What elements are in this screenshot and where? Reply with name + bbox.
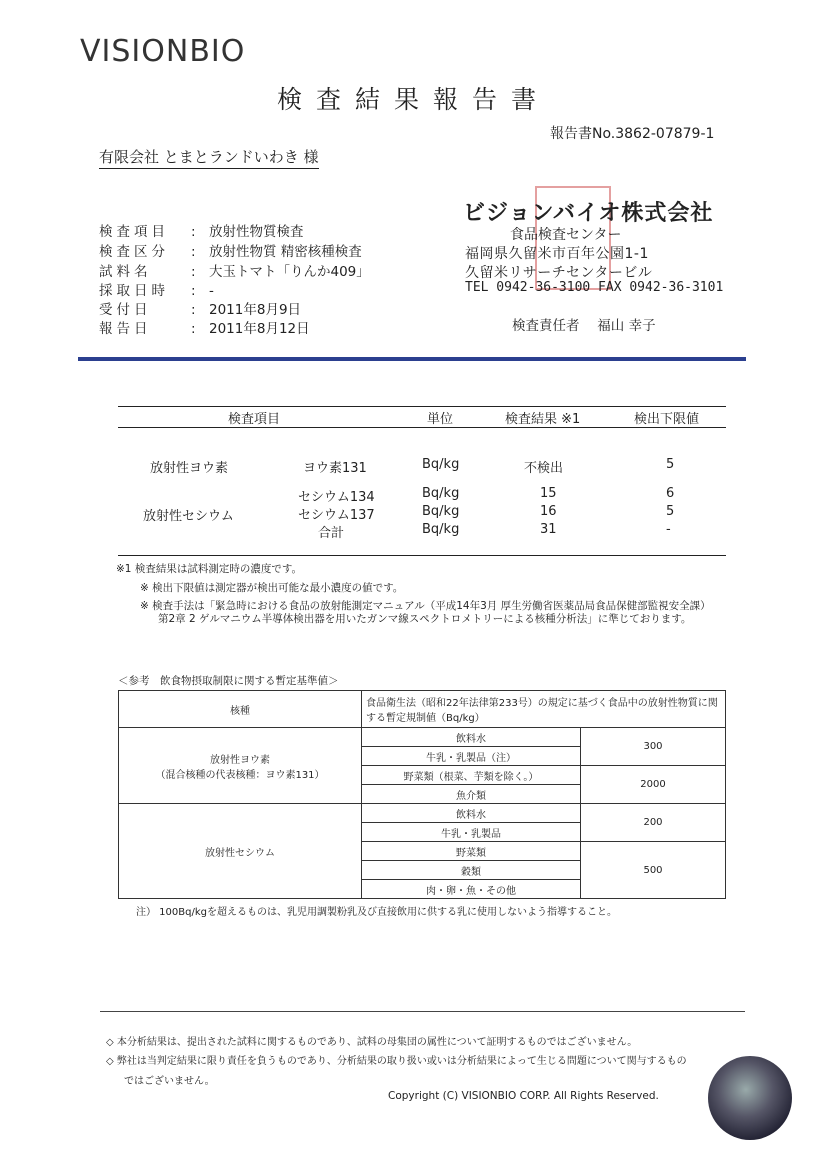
cesium-nuclide: セシウム134 <box>298 490 375 505</box>
ref-value: 500 <box>581 842 726 899</box>
ref-food: 飲料水 <box>362 804 581 823</box>
divider <box>100 1011 745 1012</box>
iodine-group: 放射性ヨウ素 <box>150 461 229 476</box>
info-key: 受付日 <box>99 302 152 318</box>
disclaimer: ◇ 弊社は当判定結果に限り責任を負うものであり、分析結果の取り扱い或いは分析結果によって生じる問題について関与するもの <box>106 1056 687 1067</box>
ref-food: 牛乳・乳製品 <box>362 823 581 842</box>
iodine-unit: Bq/kg <box>422 457 460 472</box>
info-key: 試料名 <box>99 264 152 280</box>
ref-food: 肉・卵・魚・その他 <box>362 880 581 899</box>
info-row: 報告日 : 2011年8月12日 <box>99 317 310 337</box>
ref-iodine-note: （混合核種の代表核種：ヨウ素131） <box>155 769 325 781</box>
responsible-person: 検査責任者 福山 幸子 <box>512 318 656 334</box>
report-number: 報告書No.3862-07879-1 <box>550 126 715 142</box>
company-logo <box>80 34 245 70</box>
header-result: 検査結果 ※1 <box>505 412 581 427</box>
cesium-result: 15 <box>540 486 557 501</box>
ref-food: 穀類 <box>362 861 581 880</box>
cesium-unit: Bq/kg <box>422 522 460 537</box>
customer-name: 有限会社 とまとランドいわき 様 <box>99 146 319 169</box>
ref-food: 牛乳・乳製品（注） <box>362 747 581 766</box>
ref-col-description: 食品衛生法（昭和22年法律第233号）の規定に基づく食品中の放射性物質に関する暫定規制値（Bq/kg） <box>362 691 726 728</box>
note: ※ 検査手法は「緊急時における食品の放射能測定マニュアル（平成14年3月 厚生労働省医薬品局食品保健部監視安全課） <box>140 600 711 612</box>
info-row: 受付日 : 2011年8月9日 <box>99 298 301 318</box>
issuer-address: 福岡県久留米市百年公園1-1 <box>465 246 649 262</box>
cesium-limit: - <box>666 522 671 537</box>
info-row: 採取日時 : - <box>99 279 214 299</box>
cesium-total: 合計 <box>318 526 345 541</box>
ref-food: 野菜類（根菜、芋類を除く。） <box>362 766 581 785</box>
note: 第2章 2 ゲルマニウム半導体検出器を用いたガンマ線スペクトロメトリーによる核種分析法」に準じております。 <box>158 613 692 625</box>
hologram-seal <box>708 1056 792 1140</box>
ref-value: 200 <box>581 804 726 842</box>
info-row: 検査項目 : 放射性物質検査 <box>99 220 304 240</box>
ref-col-nuclide: 核種 <box>119 691 362 728</box>
cesium-limit: 5 <box>666 504 675 519</box>
cesium-unit: Bq/kg <box>422 486 460 501</box>
disclaimer: ◇ 本分析結果は、提出された試料に関するものであり、試料の母集団の属性について証明するものではございません。 <box>106 1037 638 1048</box>
info-key: 報告日 <box>99 321 152 337</box>
info-row: 試料名 : 大玉トマト「りんか409」 <box>99 260 370 280</box>
info-value: 大玉トマト「りんか409」 <box>209 264 370 280</box>
header-limit: 検出下限値 <box>634 412 700 427</box>
reference-footnote: 注） 100Bq/kgを超えるものは、乳児用調製粉乳及び直接飲用に供する乳に使用しないよう指導すること。 <box>136 907 617 918</box>
copyright: Copyright (C) VISIONBIO CORP. All Rights Reserved. <box>388 1090 659 1102</box>
header-item: 検査項目 <box>228 412 281 427</box>
info-key: 採取日時 <box>99 283 169 299</box>
ref-food: 魚介類 <box>362 785 581 804</box>
ref-value: 300 <box>581 728 726 766</box>
cesium-result: 16 <box>540 504 557 519</box>
disclaimer: ではございません。 <box>124 1076 215 1087</box>
logo-text: VISIONBIO <box>80 34 246 69</box>
info-value: - <box>209 283 214 299</box>
issuer-center: 食品検査センター <box>510 227 622 243</box>
cesium-result: 31 <box>540 522 557 537</box>
ref-iodine-name: 放射性ヨウ素 <box>210 754 270 766</box>
divider <box>78 357 746 361</box>
ref-cesium-label: 放射性セシウム <box>119 804 362 899</box>
cesium-group: 放射性セシウム <box>143 509 234 524</box>
divider <box>118 555 726 556</box>
document-title: 検査結果報告書 <box>276 85 550 114</box>
iodine-result: 不検出 <box>524 461 564 476</box>
reference-table <box>118 690 726 899</box>
issuer-building: 久留米リサーチセンタービル <box>465 265 653 281</box>
info-value: 2011年8月12日 <box>209 321 310 337</box>
cesium-unit: Bq/kg <box>422 504 460 519</box>
iodine-nuclide: ヨウ素131 <box>303 461 367 476</box>
ref-value: 2000 <box>581 766 726 804</box>
cesium-nuclide: セシウム137 <box>298 508 375 523</box>
info-key: 検査区分 <box>99 244 169 260</box>
ref-iodine-label <box>119 728 362 804</box>
reference-heading: ＜参考 飲食物摂取制限に関する暫定基準値＞ <box>118 675 339 687</box>
info-value: 放射性物質 精密核種検査 <box>209 244 362 260</box>
note: ※1 検査結果は試料測定時の濃度です。 <box>116 563 302 575</box>
header-unit: 単位 <box>427 412 454 427</box>
issuer-phone: TEL 0942-36-3100 FAX 0942-36-3101 <box>465 280 724 295</box>
ref-food: 飲料水 <box>362 728 581 747</box>
cesium-limit: 6 <box>666 486 675 501</box>
divider <box>118 427 726 428</box>
info-row: 検査区分 : 放射性物質 精密核種検査 <box>99 240 362 260</box>
iodine-limit: 5 <box>666 457 675 472</box>
note: ※ 検出下限値は測定器が検出可能な最小濃度の値です。 <box>140 582 404 594</box>
info-value: 2011年8月9日 <box>209 302 302 318</box>
divider <box>118 406 726 407</box>
info-value: 放射性物質検査 <box>209 224 304 240</box>
info-key: 検査項目 <box>99 224 169 240</box>
issuer-company: ビジョンバイオ株式会社 <box>463 201 714 226</box>
ref-food: 野菜類 <box>362 842 581 861</box>
